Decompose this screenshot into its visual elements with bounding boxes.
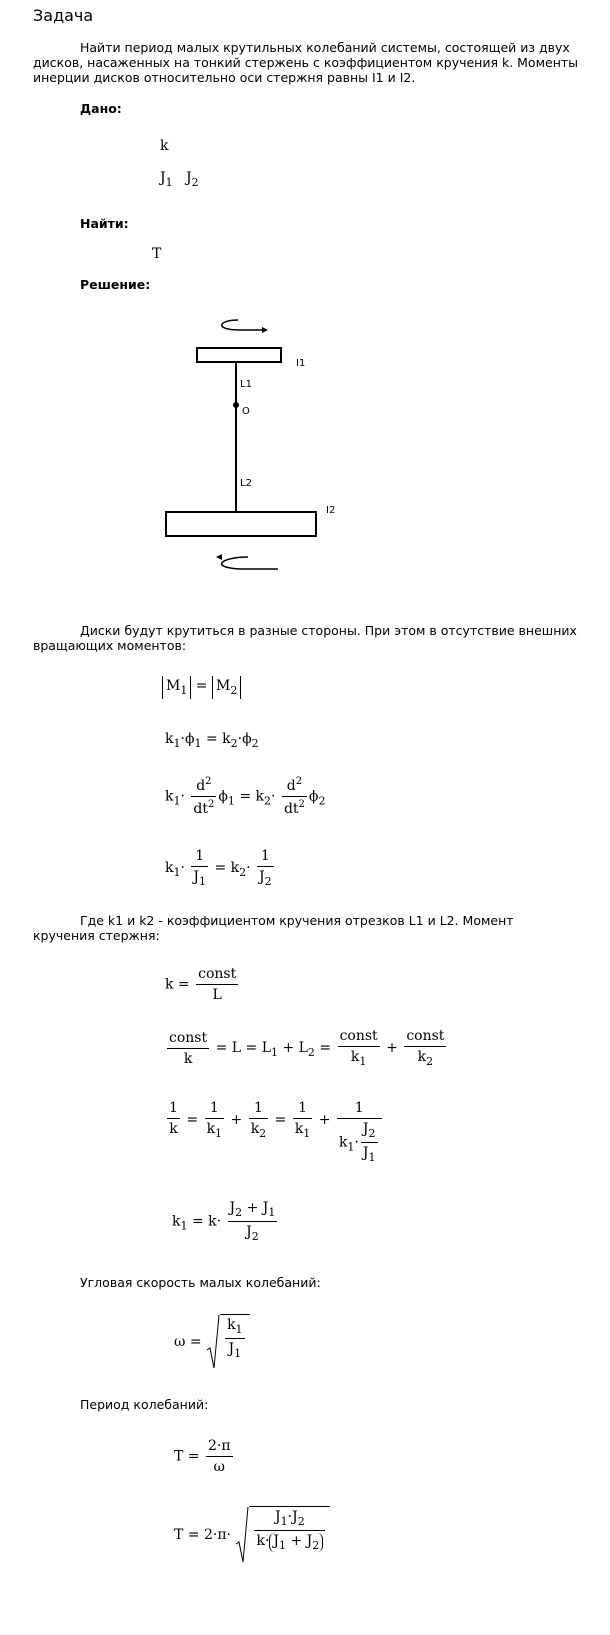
label-i1: I1 <box>296 358 306 369</box>
equation-reciprocal: $\frac{1}{k}$ = $\frac{1}{k_1}$ + $\frac{1}{k_2}$ = $\frac{1}{k_1}$ + 1 $k_1\cdot$ $\frac{J_2}{J_1}$ <box>165 1100 384 1164</box>
rotation-arrow-bottom <box>221 557 278 569</box>
problem-statement: Найти период малых крутильных колебаний системы, состоящей из двух дисков, насаженных на тонкий стержень с коэффициентом кручения k. Моменты инерции дисков относительно оси стержня равны I1 и I2. <box>33 40 579 85</box>
rotation-text: Диски будут крутиться в разные стороны. При этом в отсутствие внешних вращающих моментов: <box>33 623 577 653</box>
rotation-arrow-top <box>222 320 262 330</box>
equation-angles: $k_1\cdot\phi_1 = k_2\cdot\phi_2$ <box>165 731 259 750</box>
solution-heading: Решение: <box>80 277 151 292</box>
page-title: Задача <box>33 6 94 25</box>
equation-period-final: T = 2·π· $\frac{J_1\cdot J_2}{k\cdot J_1 + J_2}$ <box>174 1506 330 1564</box>
find-heading: Найти: <box>80 216 129 231</box>
given-k: k <box>160 138 169 154</box>
label-o: O <box>242 406 250 417</box>
label-l2: L2 <box>240 478 252 489</box>
equation-period: T = $\frac{2\cdot\pi}{\omega}$ <box>174 1438 231 1475</box>
where-text: Где k1 и k2 - коэффициентом кручения отрезков L1 и L2. Момент кручения стержня: <box>33 913 514 943</box>
period-text: Период колебаний: <box>80 1397 209 1412</box>
equation-k: k = $\frac{\text{const}}{L}$ <box>165 966 237 1003</box>
given-j: $J_1$ $J_2$ <box>160 170 199 189</box>
label-i2: I2 <box>326 505 336 516</box>
disk-1 <box>197 348 281 362</box>
given-heading: Дано: <box>80 101 122 116</box>
equation-derivatives: $k_1\cdot$ $\frac{d^2}{dt^2}$ $\phi_1 = k_2\cdot$ $\frac{d^2}{dt^2}$ $\phi_2$ <box>165 776 326 817</box>
point-o <box>233 402 239 408</box>
omega-text: Угловая скорость малых колебаний: <box>80 1275 321 1290</box>
equation-moments: $M_1 = M_2$ <box>162 676 241 699</box>
equation-omega: ω = $\frac{k_1}{J_1}$ <box>174 1314 250 1370</box>
equation-length: $\frac{\text{const}}{k}$ = $L = L_1 + L_2$ = $\frac{\text{const}}{k_1}$ + $\frac{\text{const}}{k_2}$ <box>169 1028 445 1068</box>
equation-k1: $k_1 = k\cdot$ $\frac{J_2 + J_1}{J_2}$ <box>172 1200 276 1243</box>
disk-2 <box>166 512 316 536</box>
disks-diagram <box>150 310 370 580</box>
equation-inertia: $k_1\cdot$ $\frac{1}{J_1}$ = $k_2\cdot$ $\frac{1}{J_2}$ <box>165 848 272 888</box>
label-l1: L1 <box>240 379 252 390</box>
find-t: T <box>152 246 162 262</box>
